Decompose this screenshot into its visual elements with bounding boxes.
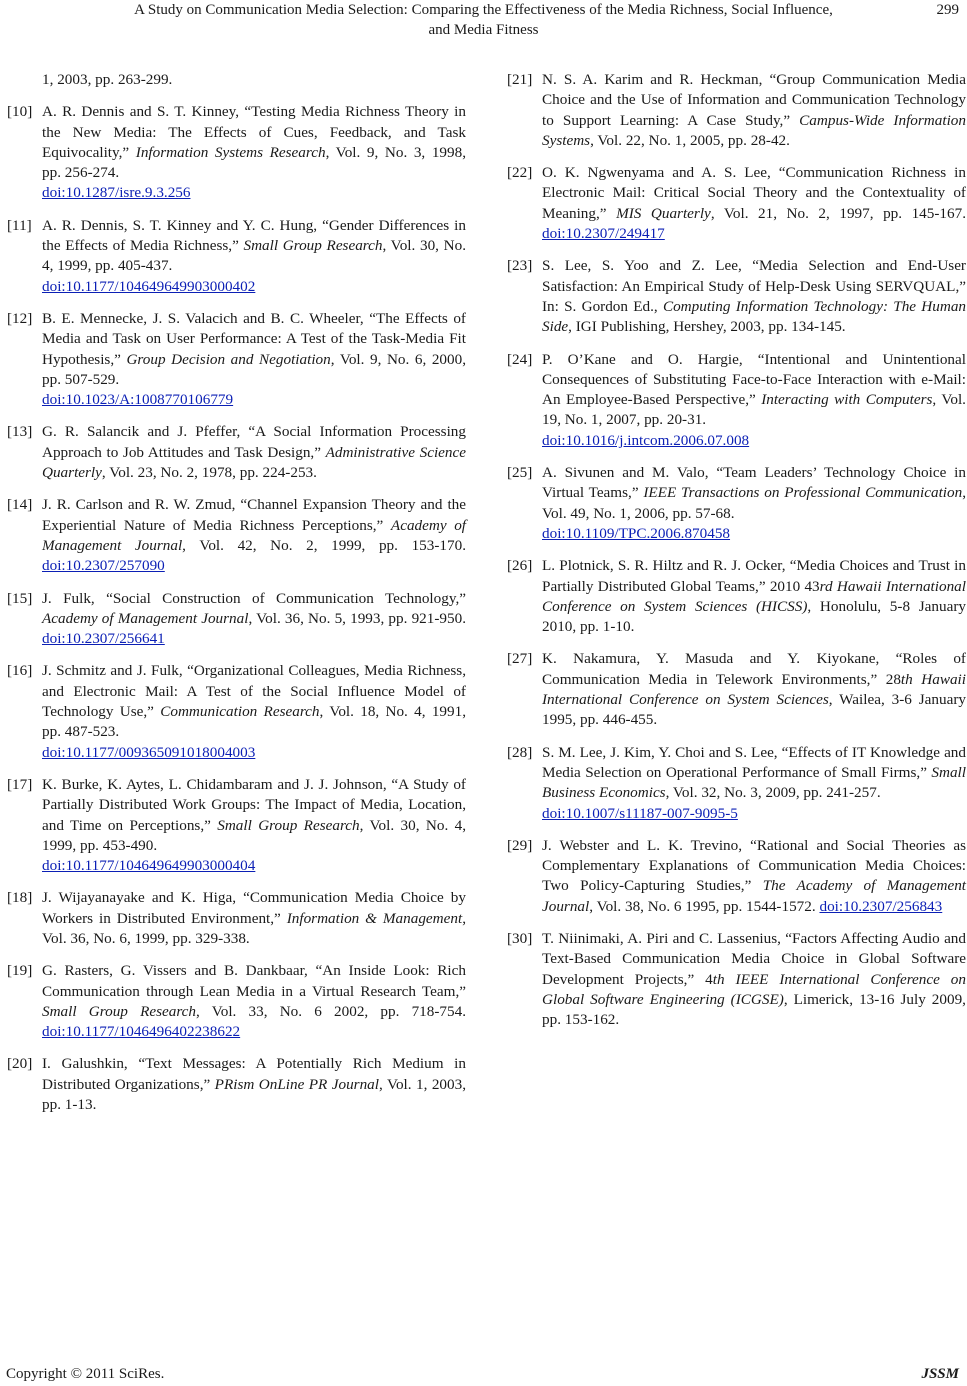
reference-number: [26] [507,557,533,575]
reference-number: [20] [7,1055,33,1073]
reference-journal: rd Hawaii International Conference on System Sciences (HICSS) [542,577,966,615]
reference-authors-title: A. Sivunen and M. Valo, “Team Leaders’ Technology Choice in Virtual Teams,” [542,464,966,502]
reference-authors-title: N. S. A. Karim and R. Heckman, “Group Communication Media Choice and the Use of Information and Communication Technology to Support Learning: A Case Study,” [542,71,966,129]
header-title-line1: A Study on Communication Media Selection: Comparing the Effectiveness of the Media Richness, Social Influence, [134,2,833,18]
doi-link[interactable]: doi:10.2307/249417 [542,225,665,243]
reference-number: [11] [7,216,32,234]
reference-item [500,556,966,637]
reference-authors-title: J. Wijayanayake and K. Higa, “Communication Media Choice by Workers in Distributed Environment,” [42,889,466,927]
reference-journal: Information Systems Research [135,143,326,161]
page-number: 299 [936,2,959,18]
doi-link[interactable]: doi:10.1016/j.intcom.2006.07.008 [542,431,750,449]
reference-item [500,350,966,451]
reference-journal: Communication Research [160,703,320,721]
reference-details: , Vol. 21, No. 2, 1997, pp. 145-167. [710,204,967,222]
reference-authors-title: K. Nakamura, Y. Masuda and Y. Kiyokane, “Roles of Communication Media in Telework Environments,” 28 [542,650,966,688]
reference-journal: Small Group Research [42,1002,197,1020]
reference-number: [18] [7,889,33,907]
reference-details: , Vol. 22, No. 1, 2005, pp. 28-42. [590,131,790,149]
reference-number: [10] [7,103,33,121]
running-header [40,0,927,40]
reference-authors-title: S. M. Lee, J. Kim, Y. Choi and S. Lee, “Effects of IT Knowledge and Media Selection on Operational Performance of Small Firms,” [542,743,966,781]
reference-item [0,661,466,762]
reference-item [0,216,466,297]
reference-item [0,102,466,203]
reference-details: , Vol. 30, No. 4, 1999, pp. 405-437. [42,237,466,275]
doi-link[interactable]: doi:10.1177/104649649903000404 [42,857,256,875]
reference-item [0,1054,466,1115]
reference-item [500,256,966,337]
reference-number: [13] [7,423,33,441]
reference-item [500,463,966,544]
reference-details: , Vol. 9, No. 6, 2000, pp. 507-529. [42,350,466,388]
reference-details: , Honolulu, 5-8 January 2010, pp. 1-10. [542,597,966,636]
reference-number: [22] [507,164,533,182]
reference-details: , IGI Publishing, Hershey, 2003, pp. 134-145. [568,318,846,336]
reference-details: , Vol. 42, No. 2, 1999, pp. 153-170. [182,536,466,554]
reference-authors-title: I. Galushkin, “Text Messages: A Potentially Rich Medium in Distributed Organizations,” [42,1055,466,1093]
reference-number: [12] [7,309,33,327]
reference-details: , Vol. 1, 2003, pp. 1-13. [42,1075,467,1114]
reference-details: , Vol. 23, No. 2, 1978, pp. 224-253. [101,464,317,482]
reference-journal: PRism OnLine PR Journal [214,1075,379,1093]
reference-details: , Vol. 49, No. 1, 2006, pp. 57-68. [542,484,966,522]
reference-item [0,961,466,1042]
reference-item [0,589,466,650]
reference-details: , Vol. 36, No. 5, 1993, pp. 921-950. [248,609,466,627]
reference-number: [28] [507,743,533,761]
reference-journal: Campus-Wide Information Systems [542,111,966,149]
reference-number: [16] [7,662,33,680]
reference-details: , Vol. 9, No. 3, 1998, pp. 256-274. [42,143,467,182]
reference-journal: IEEE Transactions on Professional Communication [643,484,963,502]
doi-link[interactable]: doi:10.1177/104649649903000402 [42,277,256,295]
reference-journal: Small Group Research [243,237,383,255]
doi-link[interactable]: doi:10.1007/s11187-007-9095-5 [542,804,738,822]
doi-link[interactable]: doi:10.2307/256843 [819,897,943,915]
reference-details: , Vol. 19, No. 1, 2007, pp. 20-31. [542,391,966,429]
doi-link[interactable]: doi:10.1023/A:1008770106779 [42,391,234,409]
reference-item [0,309,466,410]
reference-authors-title: O. K. Ngwenyama and A. S. Lee, “Communication Richness in Electronic Mail: Critical Social Theory and the Contextuality of Meaning,” [542,164,966,222]
right-reference-list [500,70,966,1030]
reference-journal: Computing Information Technology: The Human Side [542,297,967,336]
reference-details: , Vol. 30, No. 4, 1999, pp. 453-490. [42,816,467,854]
reference-authors-title: J. R. Carlson and R. W. Zmud, “Channel Expansion Theory and the Experiential Nature of Media Richness Perceptions,” [42,496,466,534]
reference-journal: Interacting with Computers [761,391,933,409]
reference-item [500,70,966,151]
reference-details: , Vol. 38, No. 6 1995, pp. 1544-1572. [589,897,820,915]
copyright-footer: Copyright © 2011 SciRes. [6,1366,165,1382]
reference-number: [21] [507,71,533,88]
reference-details: , Vol. 33, No. 6 2002, pp. 718-754. [196,1002,466,1020]
reference-authors-title: A. R. Dennis and S. T. Kinney, “Testing Media Richness Theory in the New Media: The Effects of Cues, Feedback, and Task Equivocality,” [42,103,466,161]
reference-item [0,495,466,576]
right-column [500,70,966,1042]
reference-continuation [0,70,466,90]
reference-number: [14] [7,496,33,514]
reference-number: [29] [507,836,533,854]
reference-journal: Information & Management [286,909,463,927]
reference-details: , Limerick, 13-16 July 2009, pp. 153-162. [542,990,966,1029]
reference-authors-title: B. E. Mennecke, J. S. Valacich and B. C. Wheeler, “The Effects of Media and Task on User Performance: A Test of the Task-Media Fit Hypothesis,” [42,309,466,368]
left-reference-list [0,102,466,1115]
reference-authors-title: P. O’Kane and O. Hargie, “Intentional and Unintentional Consequences of Substituting Face-to-Face Interaction with e-Mail: An Employee-Based Perspective,” [542,350,966,409]
reference-number: [17] [7,775,33,793]
doi-link[interactable]: doi:10.2307/257090 [42,557,165,575]
reference-authors-title: A. R. Dennis, S. T. Kinney and Y. C. Hung, “Gender Differences in the Effects of Media Richness,” [42,216,466,255]
reference-authors-title: G. Rasters, G. Vissers and B. Dankbaar, “An Inside Look: Rich Communication through Lean Media in a Virtual Research Team,” [42,962,466,1000]
reference-continuation-text: 1, 2003, pp. 263-299. [42,71,173,88]
reference-journal: th IEEE International Conference on Global Software Engineering (ICGSE) [542,970,966,1008]
reference-journal: The Academy of Management Journal [542,877,967,915]
left-column [0,70,466,1127]
reference-journal: Small Group Research [217,816,360,834]
reference-authors-title: J. Fulk, “Social Construction of Communication Technology,” [42,589,466,607]
reference-authors-title: L. Plotnick, S. R. Hiltz and R. J. Ocker, “Media Choices and Trust in Partially Distributed Global Teams,” 2010 43 [542,557,966,595]
reference-item [0,775,466,876]
reference-number: [15] [7,589,33,607]
reference-authors-title: T. Niinimaki, A. Piri and C. Lassenius, “Factors Affecting Audio and Text-Based Communication Media Choice in Global Software Development Projects,” 4 [542,929,966,988]
reference-number: [24] [507,350,533,368]
doi-link[interactable]: doi:10.1109/TPC.2006.870458 [542,524,731,542]
reference-details: , Wailea, 3-6 January 1995, pp. 446-455. [542,691,967,729]
reference-number: [25] [507,464,533,482]
reference-number: [27] [507,650,533,668]
doi-link[interactable]: doi:10.1177/009365091018004003 [42,743,256,761]
reference-details: , Vol. 18, No. 4, 1991, pp. 487-523. [42,703,467,741]
header-title-line2: and Media Fitness [428,22,539,38]
reference-authors-title: S. Lee, S. Yoo and Z. Lee, “Media Selection and End-User Satisfaction: An Empirical Study of Help-Desk Using SERVQUAL,” In: S. Gordon Ed., [542,257,966,315]
reference-number: [19] [7,962,33,980]
reference-item [0,888,466,949]
reference-journal: Administrative Science Quarterly [42,443,466,482]
reference-journal: Academy of Management Journal [42,609,249,627]
reference-details: , Vol. 36, No. 6, 1999, pp. 329-338. [42,909,466,947]
reference-authors-title: G. R. Salancik and J. Pfeffer, “A Social Information Processing Approach to Job Attitudes and Task Design,” [42,423,466,461]
reference-item [500,649,966,730]
reference-authors-title: J. Schmitz and J. Fulk, “Organizational Colleagues, Media Richness, and Electronic Mail: A Test of the Social Influence Model of Technology Use,” [42,662,466,721]
doi-link[interactable]: doi:10.2307/256641 [42,630,165,648]
reference-item [500,836,966,917]
reference-authors-title: K. Burke, K. Aytes, L. Chidambaram and J. J. Johnson, “A Study of Partially Distributed Work Groups: The Impact of Media, Location, and Time on Perceptions,” [42,775,466,834]
journal-abbreviation: JSSM [921,1366,959,1382]
reference-number: [30] [507,929,533,947]
reference-number: [23] [507,257,533,275]
reference-journal: MIS Quarterly [616,204,711,222]
reference-item [500,743,966,824]
reference-item [500,163,966,244]
reference-journal: Group Decision and Negotiation [126,350,331,368]
doi-link[interactable]: doi:10.1287/isre.9.3.256 [42,184,191,202]
reference-item [0,422,466,483]
reference-authors-title: J. Webster and L. K. Trevino, “Rational and Social Theories as Complementary Explanations of Communication Media Choices: Two Policy-Capturing Studies,” [542,836,966,895]
doi-link[interactable]: doi:10.1177/1046496402238622 [42,1023,241,1041]
reference-item [500,929,966,1030]
reference-journal: Small Business Economics [542,763,966,802]
reference-journal: Academy of Management Journal [42,516,467,554]
reference-journal: th Hawaii International Conference on System Sciences [542,670,966,709]
reference-details: , Vol. 32, No. 3, 2009, pp. 241-257. [665,784,881,802]
